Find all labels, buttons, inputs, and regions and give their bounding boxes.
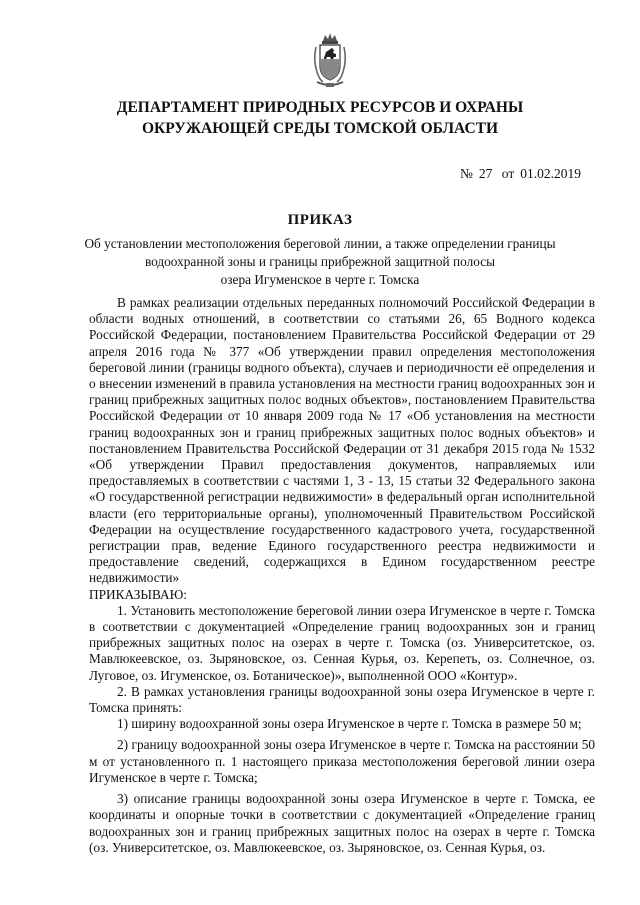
preamble-paragraph: В рамках реализации отдельных переданных полномочий Российской Федерации в области водных отношений, в соответствии со статьями 26, 65 Водного кодекса Российской Федерации, постановлением Правительства Российской Федерации от 29 апреля 2016 года № 377 «Об утверждении правил определения местоположения береговой линии (границы водного объекта), случаев и периодичности её определения и о внесении изменений в правила установления на местности границ водоохранных зон и границ прибрежных защитных полос водных объектов», постановлением Правительства Российской Федерации от 10 января 2009 года № 17 «Об установления на местности границ водоохранных зон и границ прибрежных защитных полос водных объектов» и постановлением Правительства Российской Федерации от 31 декабря 2015 года № 1532 «Об утверждении Правил предоставления документов, направляемых или предоставляемых в соответствии с частями 1, 3 - 13, 15 статьи 32 Федерального закона «О государственной регистрации недвижимости» в федеральный орган исполнительной власти (его территориальные органы), уполномоченный Правительством Российской Федерации на осуществление государственного кадастрового учета, государственной регистрации прав, ведение Единого государственного реестра недвижимости и предоставление сведений, содержащихся в Едином государственном реестре недвижимости»	[89, 295, 595, 586]
department-name-line-1: ДЕПАРТАМЕНТ ПРИРОДНЫХ РЕСУРСОВ И ОХРАНЫ	[116, 99, 524, 116]
tomsk-region-coat-of-arms-icon	[311, 32, 349, 90]
department-name-line-2: ОКРУЖАЮЩЕЙ СРЕДЫ ТОМСКОЙ ОБЛАСТИ	[141, 120, 499, 137]
order-item-2: 2. В рамках установления границы водоохранной зоны озера Игуменское в черте г. Томска принять:	[89, 683, 595, 716]
order-item-1: 1. Установить местоположение береговой линии озера Игуменское в черте г. Томска в соответствии с документацией «Определение границ водоохранных зон и границ прибрежных защитных полос на озерах в черте г. Томска (оз. Университетское, оз. Мавлюкеевское, оз. Зыряновское, оз. Сенная Курья, оз. Керепеть, оз. Солнечное, оз. Луговое, оз. Игуменское, оз. Ботаническое)», выполненной ООО «Контур».	[89, 602, 595, 683]
order-item-2-1: 1) ширину водоохранной зоны озера Игуменское в черте г. Томска в размере 50 м;	[117, 716, 582, 732]
order-date: 01.02.2019	[520, 166, 581, 181]
order-number: 27	[478, 166, 493, 181]
order-item-2-2: 2) границу водоохранной зоны озера Игуменское в черте г. Томска на расстоянии 50 м от установленного п. 1 настоящего приказа местоположения береговой линии озера Игуменское в черте г. Томска;	[89, 737, 595, 785]
department-header	[60, 97, 580, 139]
orders-heading: ПРИКАЗЫВАЮ:	[89, 586, 187, 602]
subject-line-1: Об установлении местоположения береговой линии, а также определении границы	[84, 236, 556, 251]
order-item-2-3: 3) описание границы водоохранной зоны озера Игуменское в черте г. Томска, ее координаты и опорные точки в соответствии с документацией «Определение границ водоохранных зон и границ прибрежных защитных полос на озерах в черте г. Томска (оз. Университетское, оз. Мавлюкеевское, оз. Зыряновское, оз. Сенная Курья, оз.	[89, 791, 595, 855]
number-label: №	[460, 166, 473, 181]
order-body	[89, 295, 595, 856]
order-number-date	[460, 166, 587, 182]
subject-line-2: водоохранной зоны и границы прибрежной защитной полосы	[144, 254, 496, 269]
subject-line-3: озера Игуменское в черте г. Томска	[220, 272, 420, 287]
order-subject	[72, 235, 568, 289]
document-title: ПРИКАЗ	[287, 212, 353, 228]
date-label: от	[501, 166, 515, 181]
